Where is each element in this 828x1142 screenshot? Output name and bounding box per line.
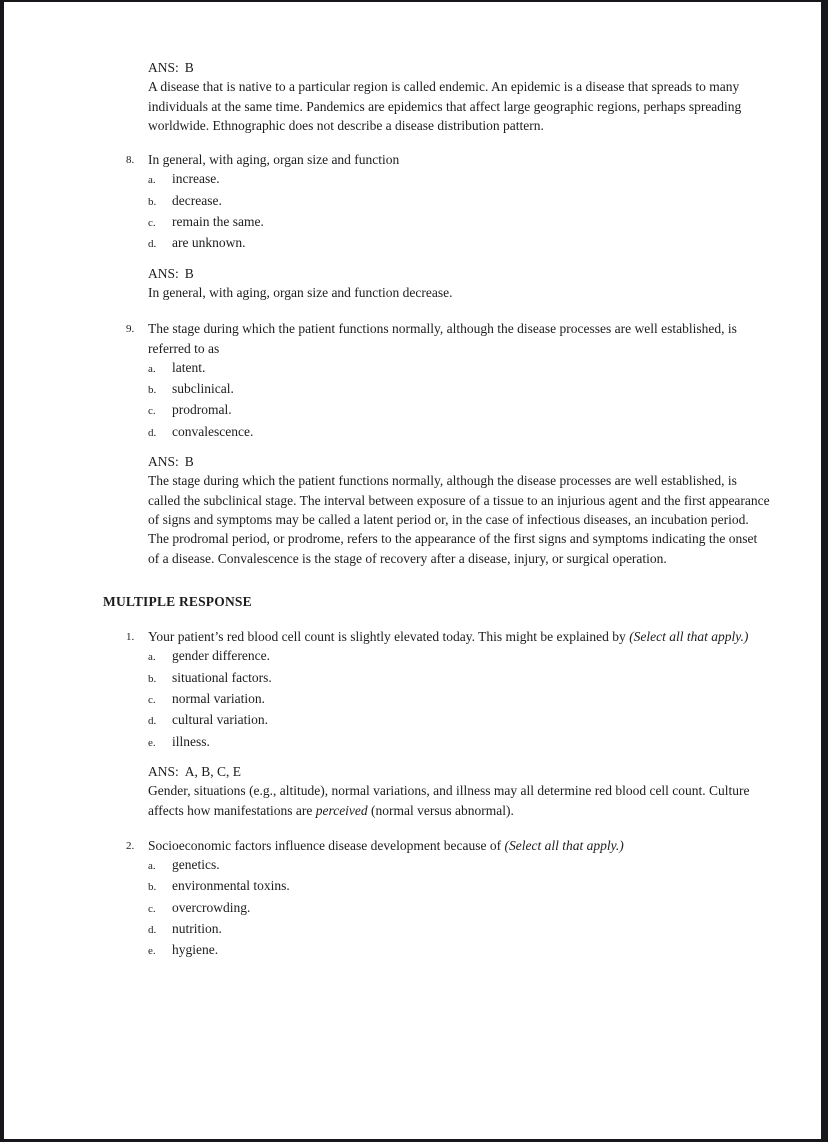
option-text: normal variation. <box>172 691 265 707</box>
question-text <box>148 627 770 646</box>
question-text-main: Your patient’s red blood cell count is slightly elevated today. This might be explained by <box>148 629 630 645</box>
question-number: 1. <box>126 631 135 644</box>
option-row <box>148 732 770 753</box>
answer-rationale: A disease that is native to a particular region is called endemic. An epidemic is a disease that spreads to many individuals at the same time. Pandemics are epidemics that affect large geographic regions, perhaps spreading worldwide. Ethnographic does not describe a disease distribution pattern. <box>148 79 742 133</box>
question-block <box>126 836 770 962</box>
answer-rationale <box>148 781 770 820</box>
option-row <box>148 710 770 731</box>
answer-block <box>148 264 770 303</box>
answer-line <box>148 264 770 283</box>
option-text: situational factors. <box>172 669 272 685</box>
option-row <box>148 422 770 443</box>
question-number: 2. <box>126 839 135 852</box>
option-letter: c. <box>148 694 156 707</box>
page-content <box>4 2 821 962</box>
option-row <box>148 169 770 190</box>
option-letter: a. <box>148 174 156 187</box>
answer-block <box>148 762 770 820</box>
answer-label: ANS: <box>148 265 179 281</box>
answer-line <box>148 762 770 781</box>
option-row <box>148 212 770 233</box>
option-row <box>148 876 770 897</box>
option-letter: d. <box>148 426 157 439</box>
answer-value: A, B, C, E <box>184 763 242 779</box>
rationale-text: Gender, situations (e.g., altitude), normal variations, and illness may all determine red blood cell count. Culture affects how manifestations are <box>148 783 750 818</box>
option-row <box>148 379 770 400</box>
option-letter: e. <box>148 736 156 749</box>
answer-value: B <box>184 60 194 75</box>
option-letter: b. <box>148 195 157 208</box>
option-letter: d. <box>148 923 157 936</box>
option-text: hygiene. <box>172 942 219 958</box>
option-row <box>148 358 770 379</box>
rationale-italic-word: perceived <box>315 802 368 818</box>
question-text: The stage during which the patient functions normally, although the disease processes are well established, is referred to as <box>148 321 737 356</box>
option-letter: a. <box>148 362 156 375</box>
answer-label: ANS: <box>148 454 179 470</box>
answer-label: ANS: <box>148 763 179 779</box>
document-page <box>4 2 821 1139</box>
option-row <box>148 233 770 254</box>
option-text: convalescence. <box>172 423 254 439</box>
answer-rationale: The stage during which the patient functions normally, although the disease processes are well established, is called the subclinical stage. The interval between exposure of a tissue to an injurious agent and the first appearance of signs and symptoms may be called a latent period or, in the case of infectious diseases, an incubation period. The prodromal period, or prodrome, refers to the appearance of the first signs and symptoms indicating the onset of a disease. Convalescence is the stage of recovery after a disease, injury, or surgical operation. <box>148 473 770 566</box>
option-text: environmental toxins. <box>172 878 290 894</box>
answer-block <box>148 58 770 135</box>
option-text: decrease. <box>172 192 222 208</box>
rationale-text: (normal versus abnormal). <box>367 802 514 818</box>
question-number: 9. <box>126 323 135 336</box>
option-row <box>148 898 770 919</box>
answer-line <box>148 58 770 77</box>
option-text: increase. <box>172 171 220 187</box>
option-letter: a. <box>148 651 156 664</box>
option-text: nutrition. <box>172 920 222 936</box>
option-letter: e. <box>148 945 156 958</box>
option-letter: b. <box>148 881 157 894</box>
option-text: subclinical. <box>172 381 234 397</box>
option-text: latent. <box>172 359 206 375</box>
question-text-main: Socioeconomic factors influence disease development because of <box>148 837 505 853</box>
option-row <box>148 855 770 876</box>
select-all-note: (Select all that apply.) <box>629 629 749 645</box>
select-all-note: (Select all that apply.) <box>504 837 624 853</box>
option-letter: c. <box>148 902 156 915</box>
answer-value: B <box>184 454 194 470</box>
option-text: illness. <box>172 733 210 749</box>
option-text: gender difference. <box>172 648 270 664</box>
option-text: cultural variation. <box>172 712 268 728</box>
option-row <box>148 919 770 940</box>
question-block <box>126 319 770 568</box>
answer-block <box>148 452 770 568</box>
question-block <box>126 150 770 302</box>
option-letter: d. <box>148 715 157 728</box>
option-row <box>148 191 770 212</box>
question-number: 8. <box>126 154 135 167</box>
section-heading: MULTIPLE RESPONSE <box>103 593 252 609</box>
option-letter: a. <box>148 860 156 873</box>
option-letter: c. <box>148 405 156 418</box>
option-letter: b. <box>148 672 157 685</box>
option-row <box>148 668 770 689</box>
option-row <box>148 646 770 667</box>
option-text: prodromal. <box>172 402 232 418</box>
option-row <box>148 689 770 710</box>
answer-value: B <box>184 265 194 281</box>
option-row <box>148 940 770 961</box>
answer-line <box>148 452 770 471</box>
question-block <box>126 627 770 820</box>
option-row <box>148 400 770 421</box>
option-letter: b. <box>148 384 157 397</box>
option-text: remain the same. <box>172 214 264 230</box>
question-text: In general, with aging, organ size and function <box>148 152 400 168</box>
option-letter: c. <box>148 217 156 230</box>
option-text: are unknown. <box>172 235 246 251</box>
option-text: genetics. <box>172 857 220 873</box>
option-letter: d. <box>148 238 157 251</box>
option-text: overcrowding. <box>172 899 251 915</box>
question-text <box>148 836 770 855</box>
answer-label: ANS: <box>148 60 179 75</box>
answer-rationale: In general, with aging, organ size and function decrease. <box>148 284 453 300</box>
